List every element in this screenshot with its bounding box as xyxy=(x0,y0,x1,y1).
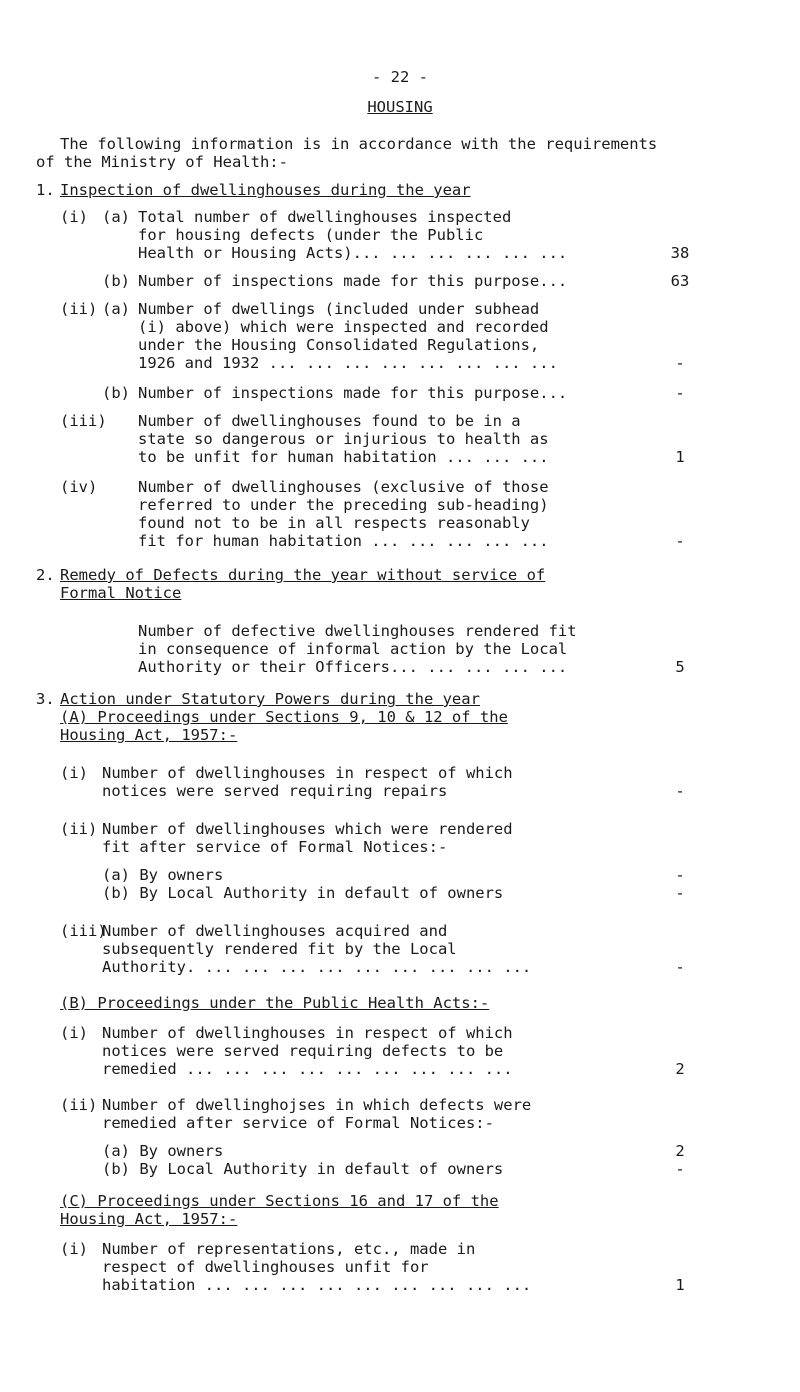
s3-A-iii-label: (iii) xyxy=(60,922,107,940)
page-title: HOUSING xyxy=(367,98,433,116)
s3-B-ii-label: (ii) xyxy=(60,1096,98,1114)
s1-i-a-line-2: for housing defects (under the Public xyxy=(138,226,484,244)
section-1-heading: Inspection of dwellinghouses during the year xyxy=(60,181,471,199)
s3-A-ii-b-value: - xyxy=(675,884,685,902)
s3-A-iii-line-2: subsequently rendered fit by the Local xyxy=(102,940,457,958)
s3-A-i-label: (i) xyxy=(60,764,88,782)
s1-ii-label: (ii) xyxy=(60,300,98,318)
s3-B-ii-line-1: Number of dwellinghojses in which defects were xyxy=(102,1096,532,1114)
s3-C-heading-line-1: (C) Proceedings under Sections 16 and 17 of the xyxy=(60,1192,499,1210)
s3-A-ii-a-value: - xyxy=(675,866,685,884)
s3-B-ii-line-2: remedied after service of Formal Notices:- xyxy=(102,1114,494,1132)
section-2-number: 2. xyxy=(36,566,55,584)
s1-ii-a-value: - xyxy=(675,354,685,372)
intro-line-2: of the Ministry of Health:- xyxy=(36,153,288,171)
s1-ii-a-label: (a) xyxy=(102,300,130,318)
s1-i-b-text: Number of inspections made for this purpose... xyxy=(138,272,568,290)
section-2-heading-line-2: Formal Notice xyxy=(60,584,182,602)
s3-B-i-line-3: remedied ... ... ... ... ... ... ... ... ... xyxy=(102,1060,513,1078)
s3-A-i-line-1: Number of dwellinghouses in respect of which xyxy=(102,764,513,782)
s1-i-label: (i) xyxy=(60,208,88,226)
s1-iii-line-1: Number of dwellinghouses found to be in a xyxy=(138,412,521,430)
s1-i-a-value: 38 xyxy=(670,244,690,262)
s3-A-ii-a: (a) By owners xyxy=(102,866,224,884)
s1-i-a-line-1: Total number of dwellinghouses inspected xyxy=(138,208,512,226)
section-3-number: 3. xyxy=(36,690,55,708)
s3-A-ii-label: (ii) xyxy=(60,820,98,838)
s1-iii-line-2: state so dangerous or injurious to health as xyxy=(138,430,549,448)
s1-iv-line-2: referred to under the preceding sub-heading) xyxy=(138,496,549,514)
s2-line-2: in consequence of informal action by the Local xyxy=(138,640,568,658)
s3-C-i-line-2: respect of dwellinghouses unfit for xyxy=(102,1258,429,1276)
s1-ii-a-line-1: Number of dwellings (included under subhead xyxy=(138,300,540,318)
s3-A-iii-line-3: Authority. ... ... ... ... ... ... ... ... ... xyxy=(102,958,532,976)
s3-A-ii-line-1: Number of dwellinghouses which were rendered xyxy=(102,820,513,838)
s1-iv-line-3: found not to be in all respects reasonably xyxy=(138,514,530,532)
s3-C-i-line-1: Number of representations, etc., made in xyxy=(102,1240,476,1258)
page-number: - 22 - xyxy=(372,68,428,86)
s1-ii-b-value: - xyxy=(675,384,685,402)
s3-B-i-label: (i) xyxy=(60,1024,88,1042)
s3-B-ii-b: (b) By Local Authority in default of owners xyxy=(102,1160,504,1178)
s1-ii-a-line-2: (i) above) which were inspected and recorded xyxy=(138,318,549,336)
s3-B-heading: (B) Proceedings under the Public Health Acts:- xyxy=(60,994,490,1012)
s3-A-ii-line-2: fit after service of Formal Notices:- xyxy=(102,838,448,856)
s1-iv-label: (iv) xyxy=(60,478,98,496)
s3-C-heading-line-2: Housing Act, 1957:- xyxy=(60,1210,238,1228)
s3-C-i-value: 1 xyxy=(675,1276,685,1294)
s1-iv-line-1: Number of dwellinghouses (exclusive of those xyxy=(138,478,549,496)
intro-line-1: The following information is in accordance with the requirements xyxy=(60,135,658,153)
s1-iii-label: (iii) xyxy=(60,412,107,430)
s3-A-i-value: - xyxy=(675,782,685,800)
s1-i-b-label: (b) xyxy=(102,272,130,290)
s3-B-ii-a-value: 2 xyxy=(675,1142,685,1160)
s1-iii-line-3: to be unfit for human habitation ... ... ... xyxy=(138,448,549,466)
s3-A-ii-b: (b) By Local Authority in default of owners xyxy=(102,884,504,902)
s3-C-i-label: (i) xyxy=(60,1240,88,1258)
section-3-heading: Action under Statutory Powers during the year xyxy=(60,690,480,708)
s3-B-i-line-2: notices were served requiring defects to be xyxy=(102,1042,504,1060)
s3-A-iii-line-1: Number of dwellinghouses acquired and xyxy=(102,922,448,940)
s2-line-3: Authority or their Officers... ... ... ... ... xyxy=(138,658,568,676)
s1-ii-a-line-4: 1926 and 1932 ... ... ... ... ... ... ... ... xyxy=(138,354,558,372)
s1-ii-a-line-3: under the Housing Consolidated Regulations, xyxy=(138,336,540,354)
s2-line-1: Number of defective dwellinghouses rendered fit xyxy=(138,622,577,640)
s1-iii-value: 1 xyxy=(675,448,685,466)
s3-B-i-line-1: Number of dwellinghouses in respect of which xyxy=(102,1024,513,1042)
s1-iv-line-4: fit for human habitation ... ... ... ... ... xyxy=(138,532,549,550)
section-2-heading-line-1: Remedy of Defects during the year without service of xyxy=(60,566,546,584)
s3-C-i-line-3: habitation ... ... ... ... ... ... ... ... ... xyxy=(102,1276,532,1294)
s1-ii-b-label: (b) xyxy=(102,384,130,402)
s1-ii-b-text: Number of inspections made for this purpose... xyxy=(138,384,568,402)
s1-iv-value: - xyxy=(675,532,685,550)
s1-i-a-label: (a) xyxy=(102,208,130,226)
section-1-number: 1. xyxy=(36,181,55,199)
s3-A-heading-line-1: (A) Proceedings under Sections 9, 10 & 12 of the xyxy=(60,708,508,726)
s2-value: 5 xyxy=(675,658,685,676)
s3-A-heading-line-2: Housing Act, 1957:- xyxy=(60,726,238,744)
s3-A-iii-value: - xyxy=(675,958,685,976)
s3-A-i-line-2: notices were served requiring repairs xyxy=(102,782,448,800)
s3-B-i-value: 2 xyxy=(675,1060,685,1078)
s1-i-b-value: 63 xyxy=(670,272,690,290)
s3-B-ii-b-value: - xyxy=(675,1160,685,1178)
s3-B-ii-a: (a) By owners xyxy=(102,1142,224,1160)
s1-i-a-line-3: Health or Housing Acts)... ... ... ... ... ... xyxy=(138,244,568,262)
